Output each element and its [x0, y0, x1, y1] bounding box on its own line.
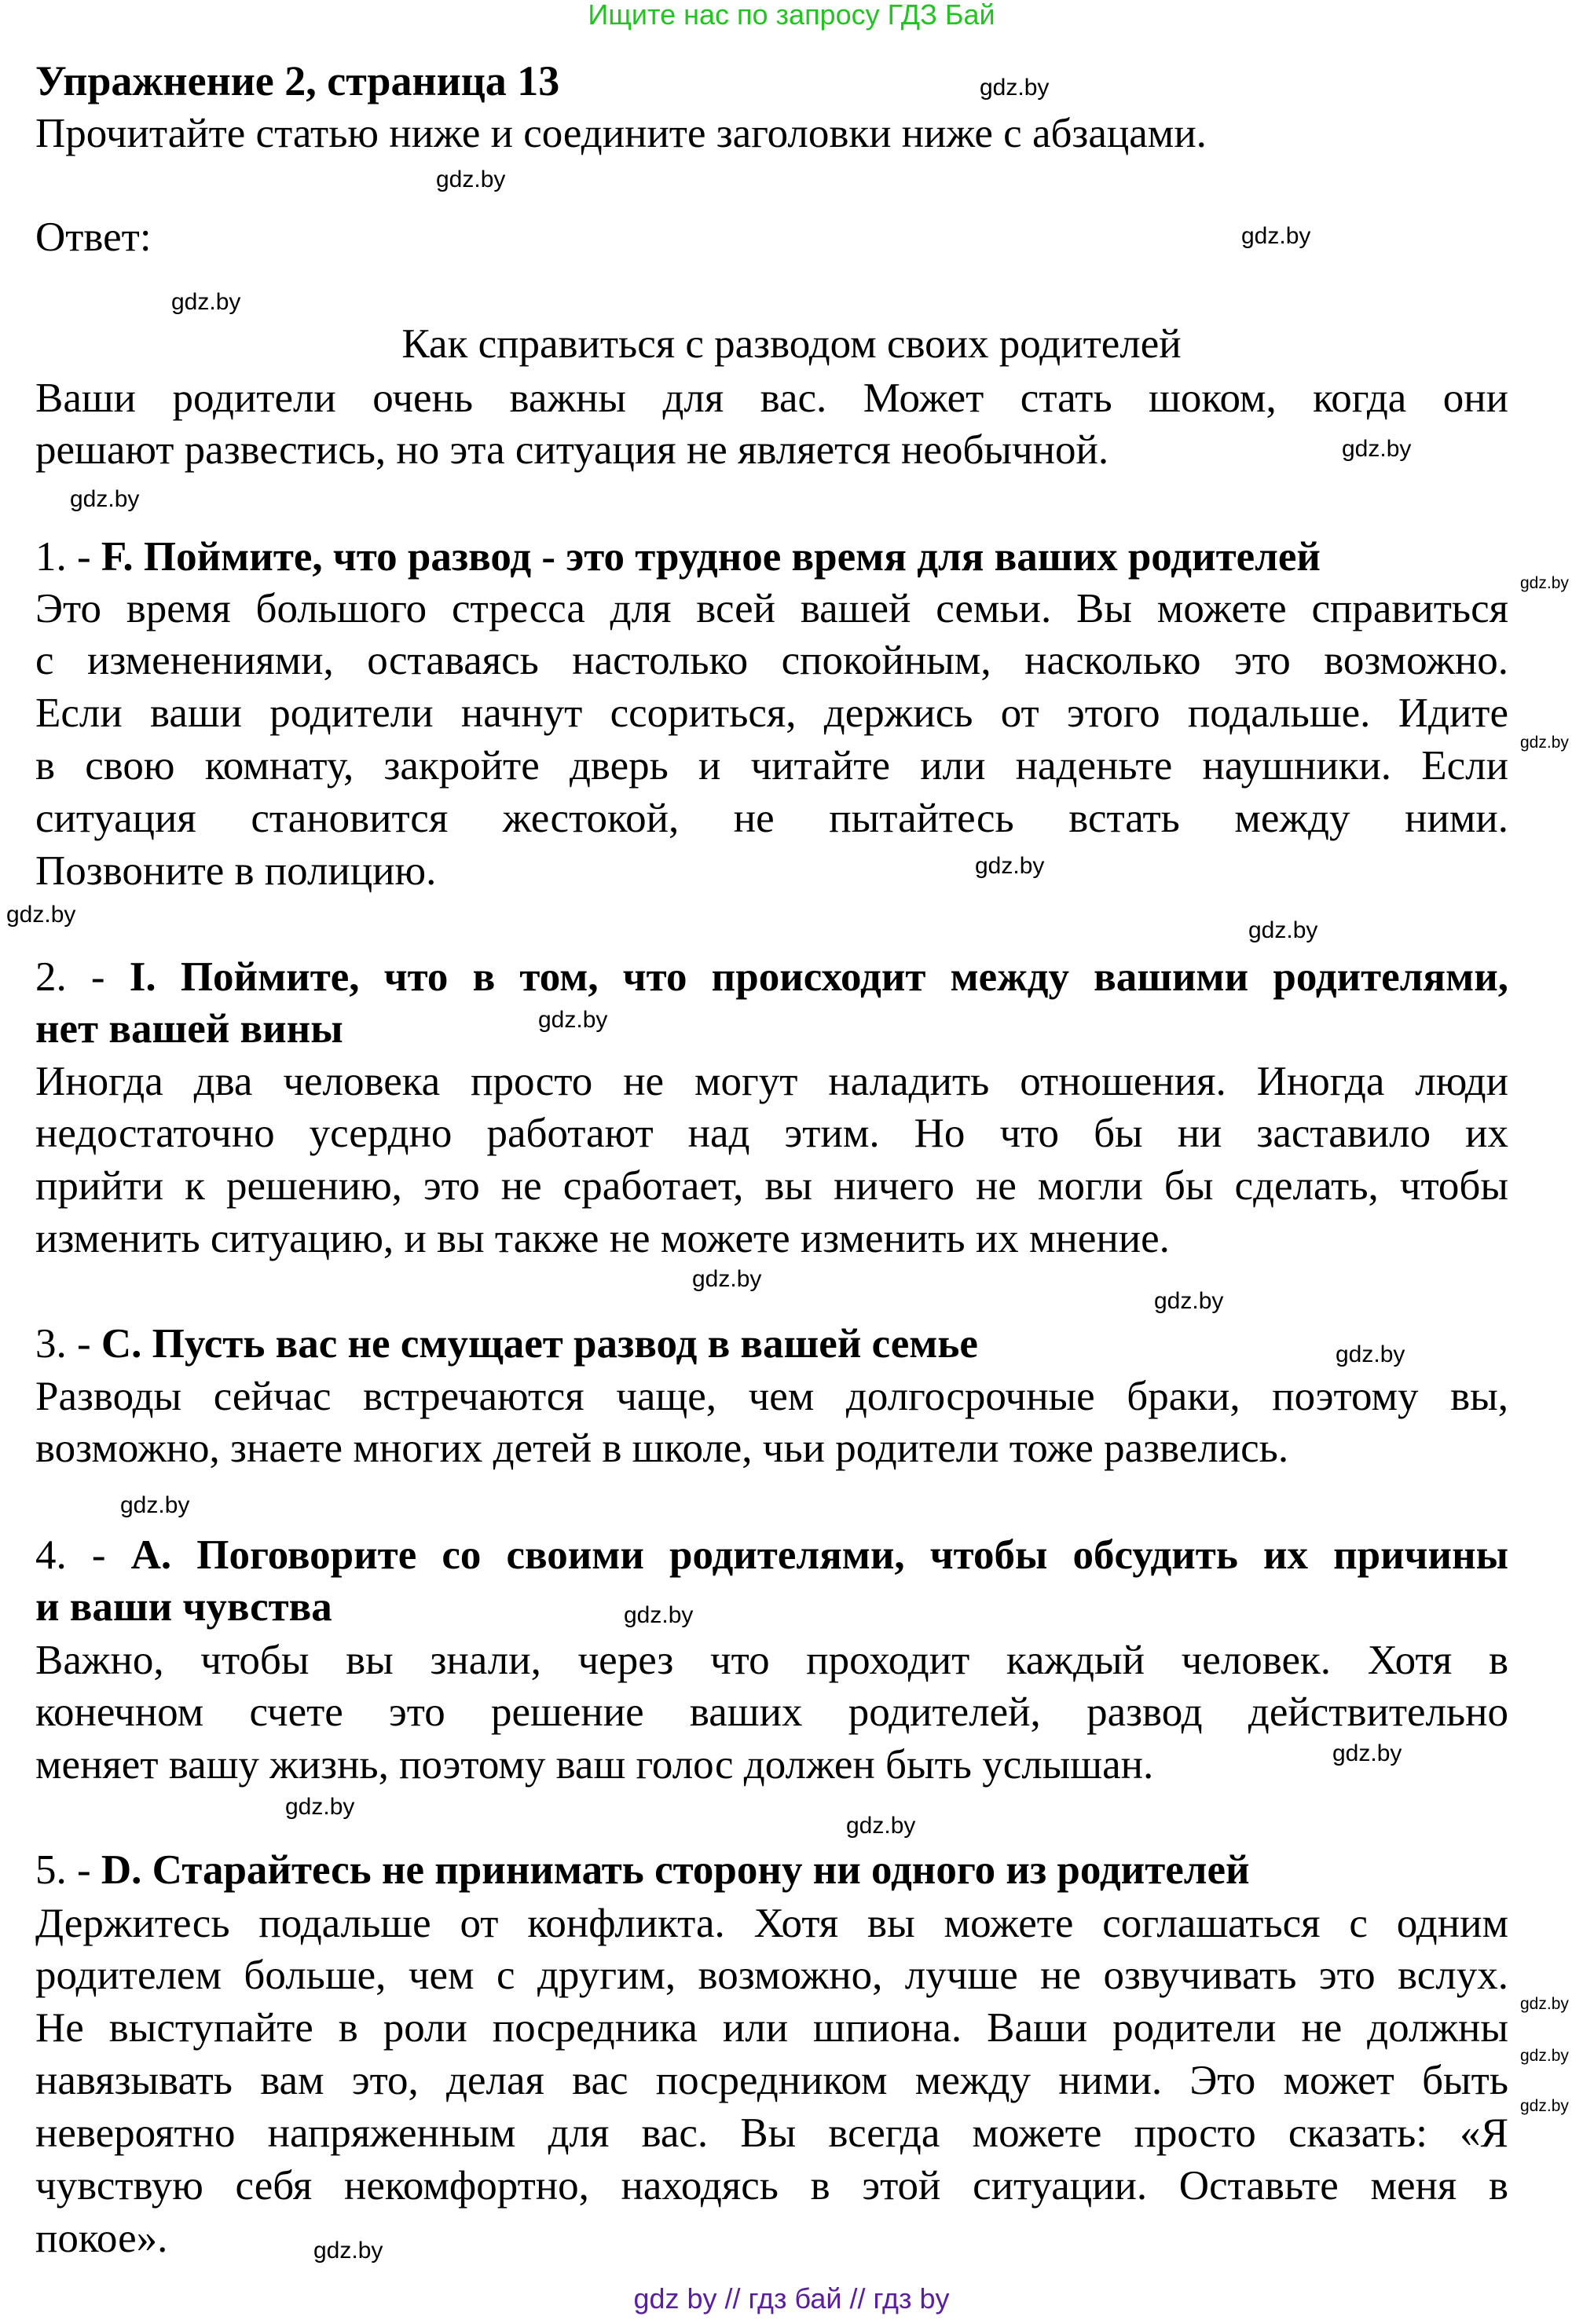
section-number: 5. -: [35, 1846, 101, 1893]
paragraph-line: навязывать вам это, делая вас посредником между ними. Это может быть: [35, 2058, 1508, 2104]
section-heading: [35, 1846, 1250, 1894]
watermark: gdz.by: [1336, 1341, 1405, 1367]
paragraph-line: в свою комнату, закройте дверь и читайте или наденьте наушники. Если: [35, 743, 1508, 789]
paragraph-line: родителем больше, чем с другим, возможно, лучше не озвучивать это вслух.: [35, 1953, 1508, 1999]
article-title: Как справиться с разводом своих родителей: [401, 321, 1182, 367]
paragraph-line: Позвоните в полицию.: [35, 848, 437, 894]
watermark: gdz.by: [1520, 574, 1569, 592]
section-heading: [35, 533, 1321, 581]
section-heading: [35, 1583, 332, 1631]
watermark: gdz.by: [1520, 2047, 1569, 2065]
watermark: gdz.by: [6, 902, 76, 928]
watermark: gdz.by: [120, 1492, 190, 1518]
exercise-title: Упражнение 2, страница 13: [35, 57, 560, 104]
section-heading-text: I. Поймите, что в том, что происходит между вашими родителями,: [129, 953, 1508, 1000]
watermark: gdz.by: [70, 486, 140, 512]
watermark: gdz.by: [538, 1007, 608, 1033]
search-banner[interactable]: Ищите нас по запросу ГДЗ Бай: [588, 0, 995, 31]
section-heading-text: D. Старайтесь не принимать сторону ни одного из родителей: [101, 1846, 1250, 1893]
section-number: 2. -: [35, 953, 130, 1000]
paragraph-line: с изменениями, оставаясь настолько спокойным, насколько это возможно.: [35, 638, 1508, 684]
section-heading-text: A. Поговорите со своими родителями, чтобы обсудить их причины: [130, 1532, 1508, 1578]
watermark: gdz.by: [436, 167, 506, 192]
paragraph-line: покое».: [35, 2215, 168, 2261]
watermark: gdz.by: [1248, 917, 1318, 943]
paragraph-line: Важно, чтобы вы знали, через что проходит каждый человек. Хотя в: [35, 1637, 1508, 1683]
paragraph-line: Если ваши родители начнут ссориться, держись от этого подальше. Идите: [35, 690, 1508, 737]
intro-line: Ваши родители очень важны для вас. Может стать шоком, когда они: [35, 375, 1508, 421]
watermark: gdz.by: [1154, 1288, 1224, 1314]
watermark: gdz.by: [624, 1602, 694, 1628]
watermark: gdz.by: [1520, 1995, 1569, 2013]
section-heading-text: нет вашей вины: [35, 1006, 343, 1052]
section-heading-text: C. Пусть вас не смущает развод в вашей семье: [101, 1320, 978, 1367]
paragraph-line: недостаточно усердно работают над этим. Но что бы ни заставило их: [35, 1111, 1508, 1157]
paragraph-line: Не выступайте в роли посредника или шпиона. Ваши родители не должны: [35, 2005, 1508, 2051]
intro-line: решают развестись, но эта ситуация не является необычной.: [35, 427, 1109, 474]
section-heading: [35, 1319, 978, 1368]
watermark: gdz.by: [285, 1794, 355, 1820]
watermark: gdz.by: [692, 1266, 762, 1292]
section-heading-text: F. Поймите, что развод - это трудное время для ваших родителей: [101, 533, 1321, 580]
watermark: gdz.by: [1332, 1740, 1402, 1766]
instruction: Прочитайте статью ниже и соедините заголовки ниже с абзацами.: [35, 111, 1207, 156]
answer-label: Ответ:: [35, 214, 152, 260]
paragraph-line: возможно, знаете многих детей в школе, чьи родители тоже развелись.: [35, 1426, 1289, 1472]
section-number: 4. -: [35, 1532, 131, 1578]
section-number: 1. -: [35, 533, 101, 580]
footer-links[interactable]: gdz by // гдз бай // гдз by: [633, 2282, 950, 2315]
paragraph-line: Это время большого стресса для всей вашей семьи. Вы можете справиться: [35, 585, 1508, 631]
watermark: gdz.by: [1241, 223, 1311, 249]
paragraph-line: ситуация становится жестокой, не пытайтесь встать между ними.: [35, 796, 1508, 842]
paragraph-line: прийти к решению, это не сработает, вы ничего не могли бы сделать, чтобы: [35, 1163, 1508, 1210]
paragraph-line: невероятно напряженным для вас. Вы всегда можете просто сказать: «Я: [35, 2110, 1508, 2157]
paragraph-line: конечном счете это решение ваших родителей, развод действительно: [35, 1689, 1508, 1736]
section-number: 3. -: [35, 1320, 101, 1367]
section-heading: [35, 1531, 1508, 1579]
watermark: gdz.by: [975, 853, 1045, 879]
watermark: gdz.by: [846, 1813, 916, 1839]
paragraph-line: Держитесь подальше от конфликта. Хотя вы можете соглашаться с одним: [35, 1900, 1508, 1946]
paragraph-line: Иногда два человека просто не могут наладить отношения. Иногда люди: [35, 1058, 1508, 1104]
watermark: gdz.by: [1520, 734, 1569, 752]
watermark: gdz.by: [1342, 436, 1412, 462]
paragraph-line: чувствую себя некомфортно, находясь в этой ситуации. Оставьте меня в: [35, 2163, 1508, 2209]
article-title-row: [0, 320, 1583, 368]
paragraph-line: Разводы сейчас встречаются чаще, чем долгосрочные браки, поэтому вы,: [35, 1373, 1508, 1419]
watermark: gdz.by: [171, 289, 241, 315]
watermark: gdz.by: [313, 2238, 383, 2264]
section-heading-text: и ваши чувства: [35, 1584, 332, 1630]
section-heading: [35, 953, 1508, 1001]
paragraph-line: меняет вашу жизнь, поэтому ваш голос должен быть услышан.: [35, 1742, 1154, 1788]
watermark: gdz.by: [980, 75, 1050, 101]
watermark: gdz.by: [1520, 2097, 1569, 2115]
section-heading: [35, 1005, 343, 1053]
paragraph-line: изменить ситуацию, и вы также не можете изменить их мнение.: [35, 1216, 1170, 1262]
